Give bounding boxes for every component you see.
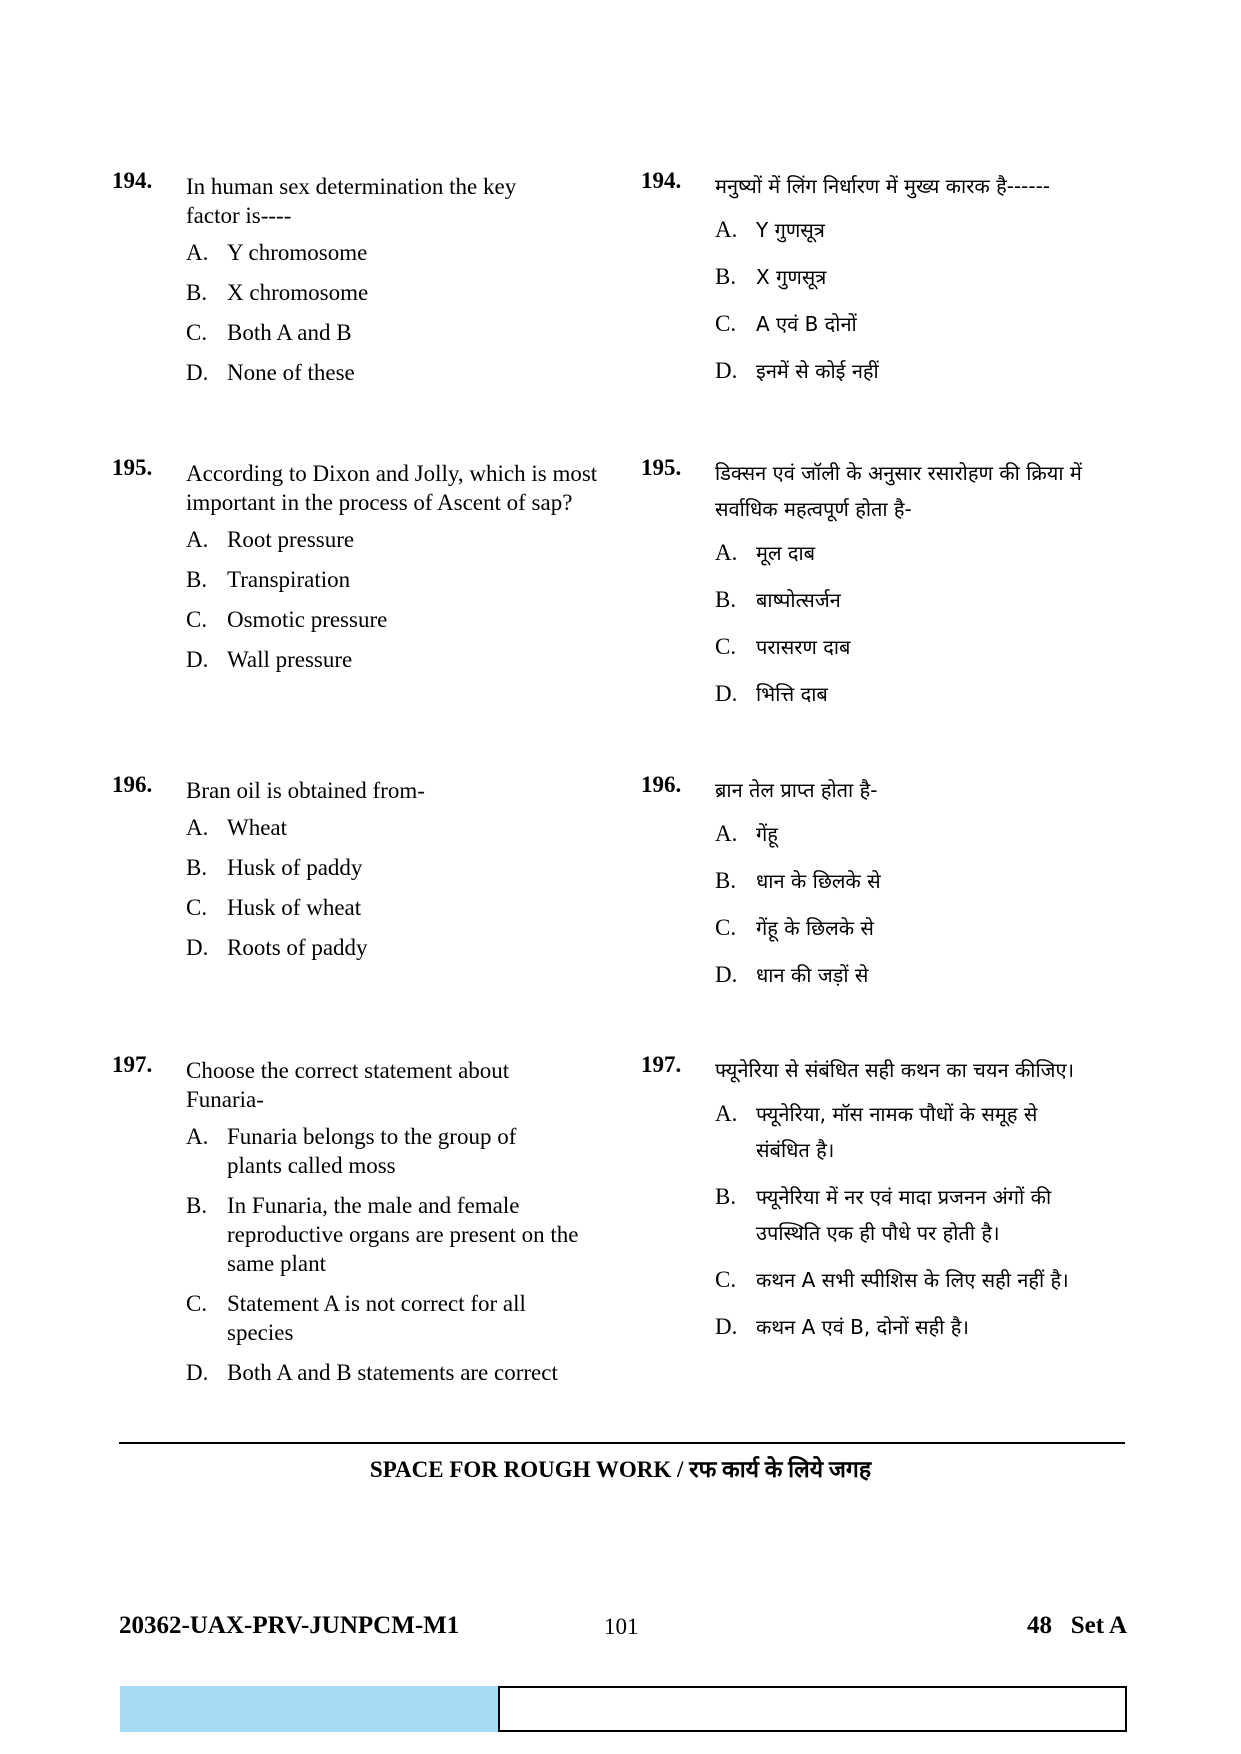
question-number: 197. bbox=[641, 1052, 682, 1077]
paper-code: 20362-UAX-PRV-JUNPCM-M1 bbox=[119, 1612, 460, 1639]
page-number: 101 bbox=[604, 1614, 639, 1639]
option-a: A. गेंहू bbox=[715, 821, 778, 846]
question-197-hi bbox=[641, 1052, 1141, 1356]
option-b: B. धान के छिलके से bbox=[715, 868, 881, 893]
question-194-en bbox=[112, 168, 612, 398]
option-d: D. भित्ति दाब bbox=[715, 681, 828, 706]
question-text: In human sex determination the key factor is---- bbox=[186, 174, 517, 228]
question-number: 196. bbox=[112, 772, 153, 797]
option-c: C. परासरण दाब bbox=[715, 634, 851, 659]
question-number: 196. bbox=[641, 772, 682, 797]
option-d: D. धान की जड़ों से bbox=[715, 962, 869, 987]
option-b: B. बाष्पोत्सर्जन bbox=[715, 587, 841, 612]
option-d: D. None of these bbox=[186, 360, 355, 385]
options bbox=[186, 525, 612, 674]
question-number: 195. bbox=[112, 455, 153, 480]
footer-empty-box bbox=[498, 1686, 1127, 1732]
options bbox=[715, 816, 1141, 993]
options bbox=[715, 535, 1141, 712]
option-b: B. Husk of paddy bbox=[186, 855, 363, 880]
question-text: डिक्सन एवं जॉली के अनुसार रसारोहण की क्रिया में सर्वाधिक महत्वपूर्ण होता है- bbox=[715, 461, 1082, 521]
option-c: C. गेंहू के छिलके से bbox=[715, 915, 874, 940]
question-195-hi bbox=[641, 455, 1141, 723]
option-a: A. Root pressure bbox=[186, 527, 355, 552]
option-c: C. कथन A सभी स्पीशिस के लिए सही नहीं है। bbox=[715, 1267, 1069, 1292]
option-d: D. कथन A एवं B, दोनों सही है। bbox=[715, 1314, 969, 1339]
question-194-hi bbox=[641, 168, 1141, 400]
footer-color-bar bbox=[120, 1686, 498, 1732]
option-d: D. Wall pressure bbox=[186, 647, 353, 672]
option-b: B. X chromosome bbox=[186, 280, 369, 305]
option-b: B. In Funaria, the male and female reproductive organs are present on the same plant bbox=[186, 1193, 579, 1276]
option-d: D. इनमें से कोई नहीं bbox=[715, 358, 879, 383]
options bbox=[186, 1122, 612, 1387]
question-text: फ्यूनेरिया से संबंधित सही कथन का चयन कीजिए। bbox=[715, 1058, 1075, 1082]
question-number: 195. bbox=[641, 455, 682, 480]
question-195-en bbox=[112, 455, 612, 685]
question-text: मनुष्यों में लिंग निर्धारण में मुख्य कारक है------ bbox=[715, 174, 1051, 198]
option-d: D. Roots of paddy bbox=[186, 935, 368, 960]
options bbox=[715, 212, 1141, 389]
option-a: A. Wheat bbox=[186, 815, 288, 840]
question-197-en bbox=[112, 1052, 612, 1398]
question-number: 194. bbox=[641, 168, 682, 193]
divider-line bbox=[119, 1442, 1125, 1444]
options bbox=[186, 238, 612, 387]
options bbox=[715, 1096, 1141, 1345]
option-a: A. मूल दाब bbox=[715, 540, 816, 565]
set-label: 48 Set A bbox=[1027, 1612, 1127, 1639]
question-text: According to Dixon and Jolly, which is most important in the process of Ascent of sap? bbox=[186, 461, 598, 515]
option-b: B. फ्यूनेरिया में नर एवं मादा प्रजनन अंगों की उपस्थिति एक ही पौधे पर होती है। bbox=[715, 1184, 1052, 1245]
options bbox=[186, 813, 612, 962]
question-number: 197. bbox=[112, 1052, 153, 1077]
option-a: A. फ्यूनेरिया, मॉस नामक पौधों के समूह से संबंधित है। bbox=[715, 1101, 1038, 1162]
question-number: 194. bbox=[112, 168, 153, 193]
option-c: C. Both A and B bbox=[186, 320, 352, 345]
option-c: C. Statement A is not correct for all species bbox=[186, 1291, 526, 1345]
option-b: B. X गुणसूत्र bbox=[715, 264, 827, 289]
option-b: B. Transpiration bbox=[186, 567, 351, 592]
question-text: Choose the correct statement about Funaria- bbox=[186, 1058, 510, 1112]
question-196-hi bbox=[641, 772, 1141, 1004]
option-a: A. Funaria belongs to the group of plants called moss bbox=[186, 1124, 517, 1178]
question-text: ब्रान तेल प्राप्त होता है- bbox=[715, 778, 878, 802]
option-a: A. Y chromosome bbox=[186, 240, 368, 265]
option-c: C. Osmotic pressure bbox=[186, 607, 388, 632]
option-c: C. A एवं B दोनों bbox=[715, 311, 857, 336]
question-196-en bbox=[112, 772, 612, 973]
option-d: D. Both A and B statements are correct bbox=[186, 1360, 558, 1385]
rough-work-heading: SPACE FOR ROUGH WORK / रफ कार्य के लिये जगह bbox=[369, 1457, 872, 1482]
option-a: A. Y गुणसूत्र bbox=[715, 217, 825, 242]
question-text: Bran oil is obtained from- bbox=[186, 778, 425, 803]
option-c: C. Husk of wheat bbox=[186, 895, 362, 920]
